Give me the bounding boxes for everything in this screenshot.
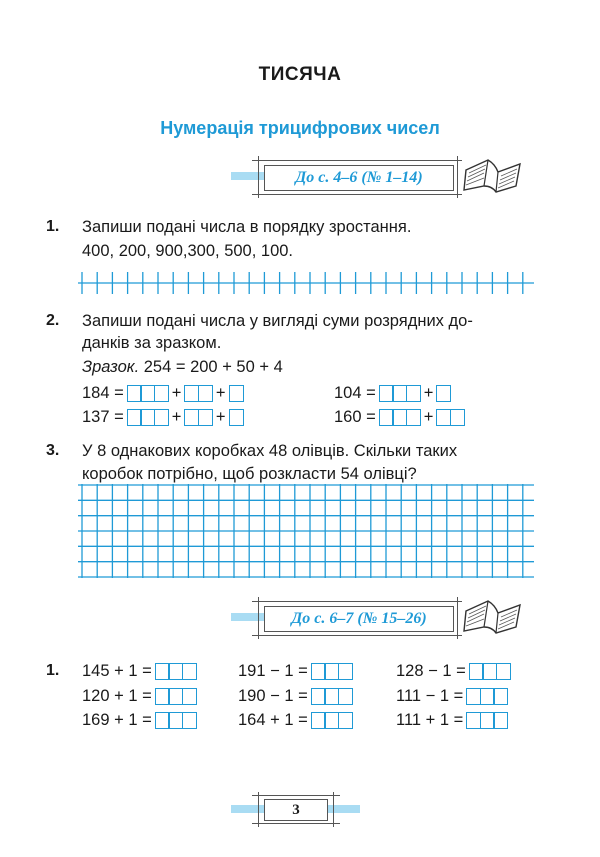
equation-label: 190 − 1 = <box>238 686 308 705</box>
equation <box>82 685 200 707</box>
ref-bar-left <box>231 172 264 180</box>
ref-frame-top <box>252 601 462 602</box>
ref-bar-left <box>231 613 264 621</box>
task-text: Запиши подані числа у вигляді суми розрядних до- <box>82 312 473 330</box>
equation-label: 104 = <box>334 383 376 402</box>
ref-frame-bottom <box>252 194 462 195</box>
example-text: 254 = 200 + 50 + 4 <box>143 358 283 376</box>
footer-bar-left <box>231 805 264 813</box>
equation <box>82 709 200 731</box>
example-label: Зразок. <box>82 358 140 376</box>
decompose-row: 160 = + <box>334 406 468 428</box>
equation <box>238 709 356 731</box>
reference-box-2 <box>264 606 454 632</box>
answer-boxes-hundreds[interactable] <box>127 385 169 402</box>
answer-boxes-units[interactable] <box>436 385 451 402</box>
answer-boxes[interactable] <box>155 712 197 729</box>
ref-frame-right <box>457 156 458 198</box>
answer-boxes-hundreds[interactable] <box>379 409 421 426</box>
equation-label: 191 − 1 = <box>238 661 308 680</box>
answer-boxes-tens[interactable] <box>184 409 213 426</box>
decompose-row: 137 = + + <box>82 406 247 428</box>
ref-frame-right <box>457 597 458 639</box>
footer-frame-top <box>252 795 340 796</box>
page-title: ТИСЯЧА <box>258 64 342 85</box>
equation <box>238 660 356 682</box>
ref-frame-top <box>252 160 462 161</box>
equation <box>396 660 514 682</box>
page-number: 3 <box>264 799 328 821</box>
footer-frame-bottom <box>252 823 340 824</box>
equation-label: 164 + 1 = <box>238 710 308 729</box>
answer-boxes[interactable] <box>466 688 508 705</box>
ref-frame-bottom <box>252 635 462 636</box>
answer-boxes[interactable] <box>311 688 353 705</box>
ref-frame-left <box>258 597 259 639</box>
answer-boxes[interactable] <box>469 663 511 680</box>
task-text: коробок потрібно, щоб розкласти 54 олівці? <box>82 465 417 483</box>
equation-label: 120 + 1 = <box>82 686 152 705</box>
reference-text-2: До с. 6–7 (№ 15–26) <box>291 610 427 627</box>
answer-boxes-hundreds[interactable] <box>379 385 421 402</box>
equation-label: 111 − 1 = <box>396 686 464 705</box>
answer-boxes[interactable] <box>311 712 353 729</box>
equation-label: 160 = <box>334 407 376 426</box>
footer-frame-left <box>258 792 259 827</box>
decompose-row: 104 = + <box>334 382 454 404</box>
equation <box>238 685 356 707</box>
reference-box-1 <box>264 165 454 191</box>
equation-label: 184 = <box>82 383 124 402</box>
section-subtitle: Нумерація трицифрових чисел <box>160 118 440 138</box>
equation-label: 169 + 1 = <box>82 710 152 729</box>
answer-boxes-hundreds[interactable] <box>127 409 169 426</box>
equation <box>396 709 511 731</box>
answer-line-grid <box>78 272 534 294</box>
equation-label: 128 − 1 = <box>396 661 466 680</box>
answer-boxes[interactable] <box>155 688 197 705</box>
answer-boxes[interactable] <box>155 663 197 680</box>
footer-frame-right <box>333 792 334 827</box>
equation-label: 137 = <box>82 407 124 426</box>
task-number: 2. <box>46 312 60 329</box>
reference-text-1: До с. 4–6 (№ 1–14) <box>295 169 423 186</box>
open-book-icon <box>462 597 524 637</box>
equation <box>396 685 511 707</box>
task-text: У 8 однакових коробках 48 олівців. Скільки таких <box>82 442 458 460</box>
answer-boxes-units[interactable] <box>229 409 244 426</box>
task-number: 3. <box>46 442 60 459</box>
answer-boxes[interactable] <box>466 712 508 729</box>
decompose-row: 184 = + + <box>82 382 247 404</box>
task-text: данків за зразком. <box>82 334 222 352</box>
answer-boxes-units[interactable] <box>229 385 244 402</box>
task-number: 1. <box>46 662 60 679</box>
task-number: 1. <box>46 218 60 235</box>
answer-boxes-tens[interactable] <box>184 385 213 402</box>
task-text: 400, 200, 900,300, 500, 100. <box>82 242 294 260</box>
equation-label: 145 + 1 = <box>82 661 152 680</box>
answer-grid[interactable] <box>78 484 534 578</box>
answer-boxes[interactable] <box>311 663 353 680</box>
ref-frame-left <box>258 156 259 198</box>
equation <box>82 660 200 682</box>
answer-boxes-tens[interactable] <box>436 409 465 426</box>
open-book-icon <box>462 156 524 196</box>
footer-bar-right <box>327 805 360 813</box>
equation-label: 111 + 1 = <box>396 710 464 729</box>
task-text: Запиши подані числа в порядку зростання. <box>82 218 412 236</box>
example-line <box>82 356 283 379</box>
